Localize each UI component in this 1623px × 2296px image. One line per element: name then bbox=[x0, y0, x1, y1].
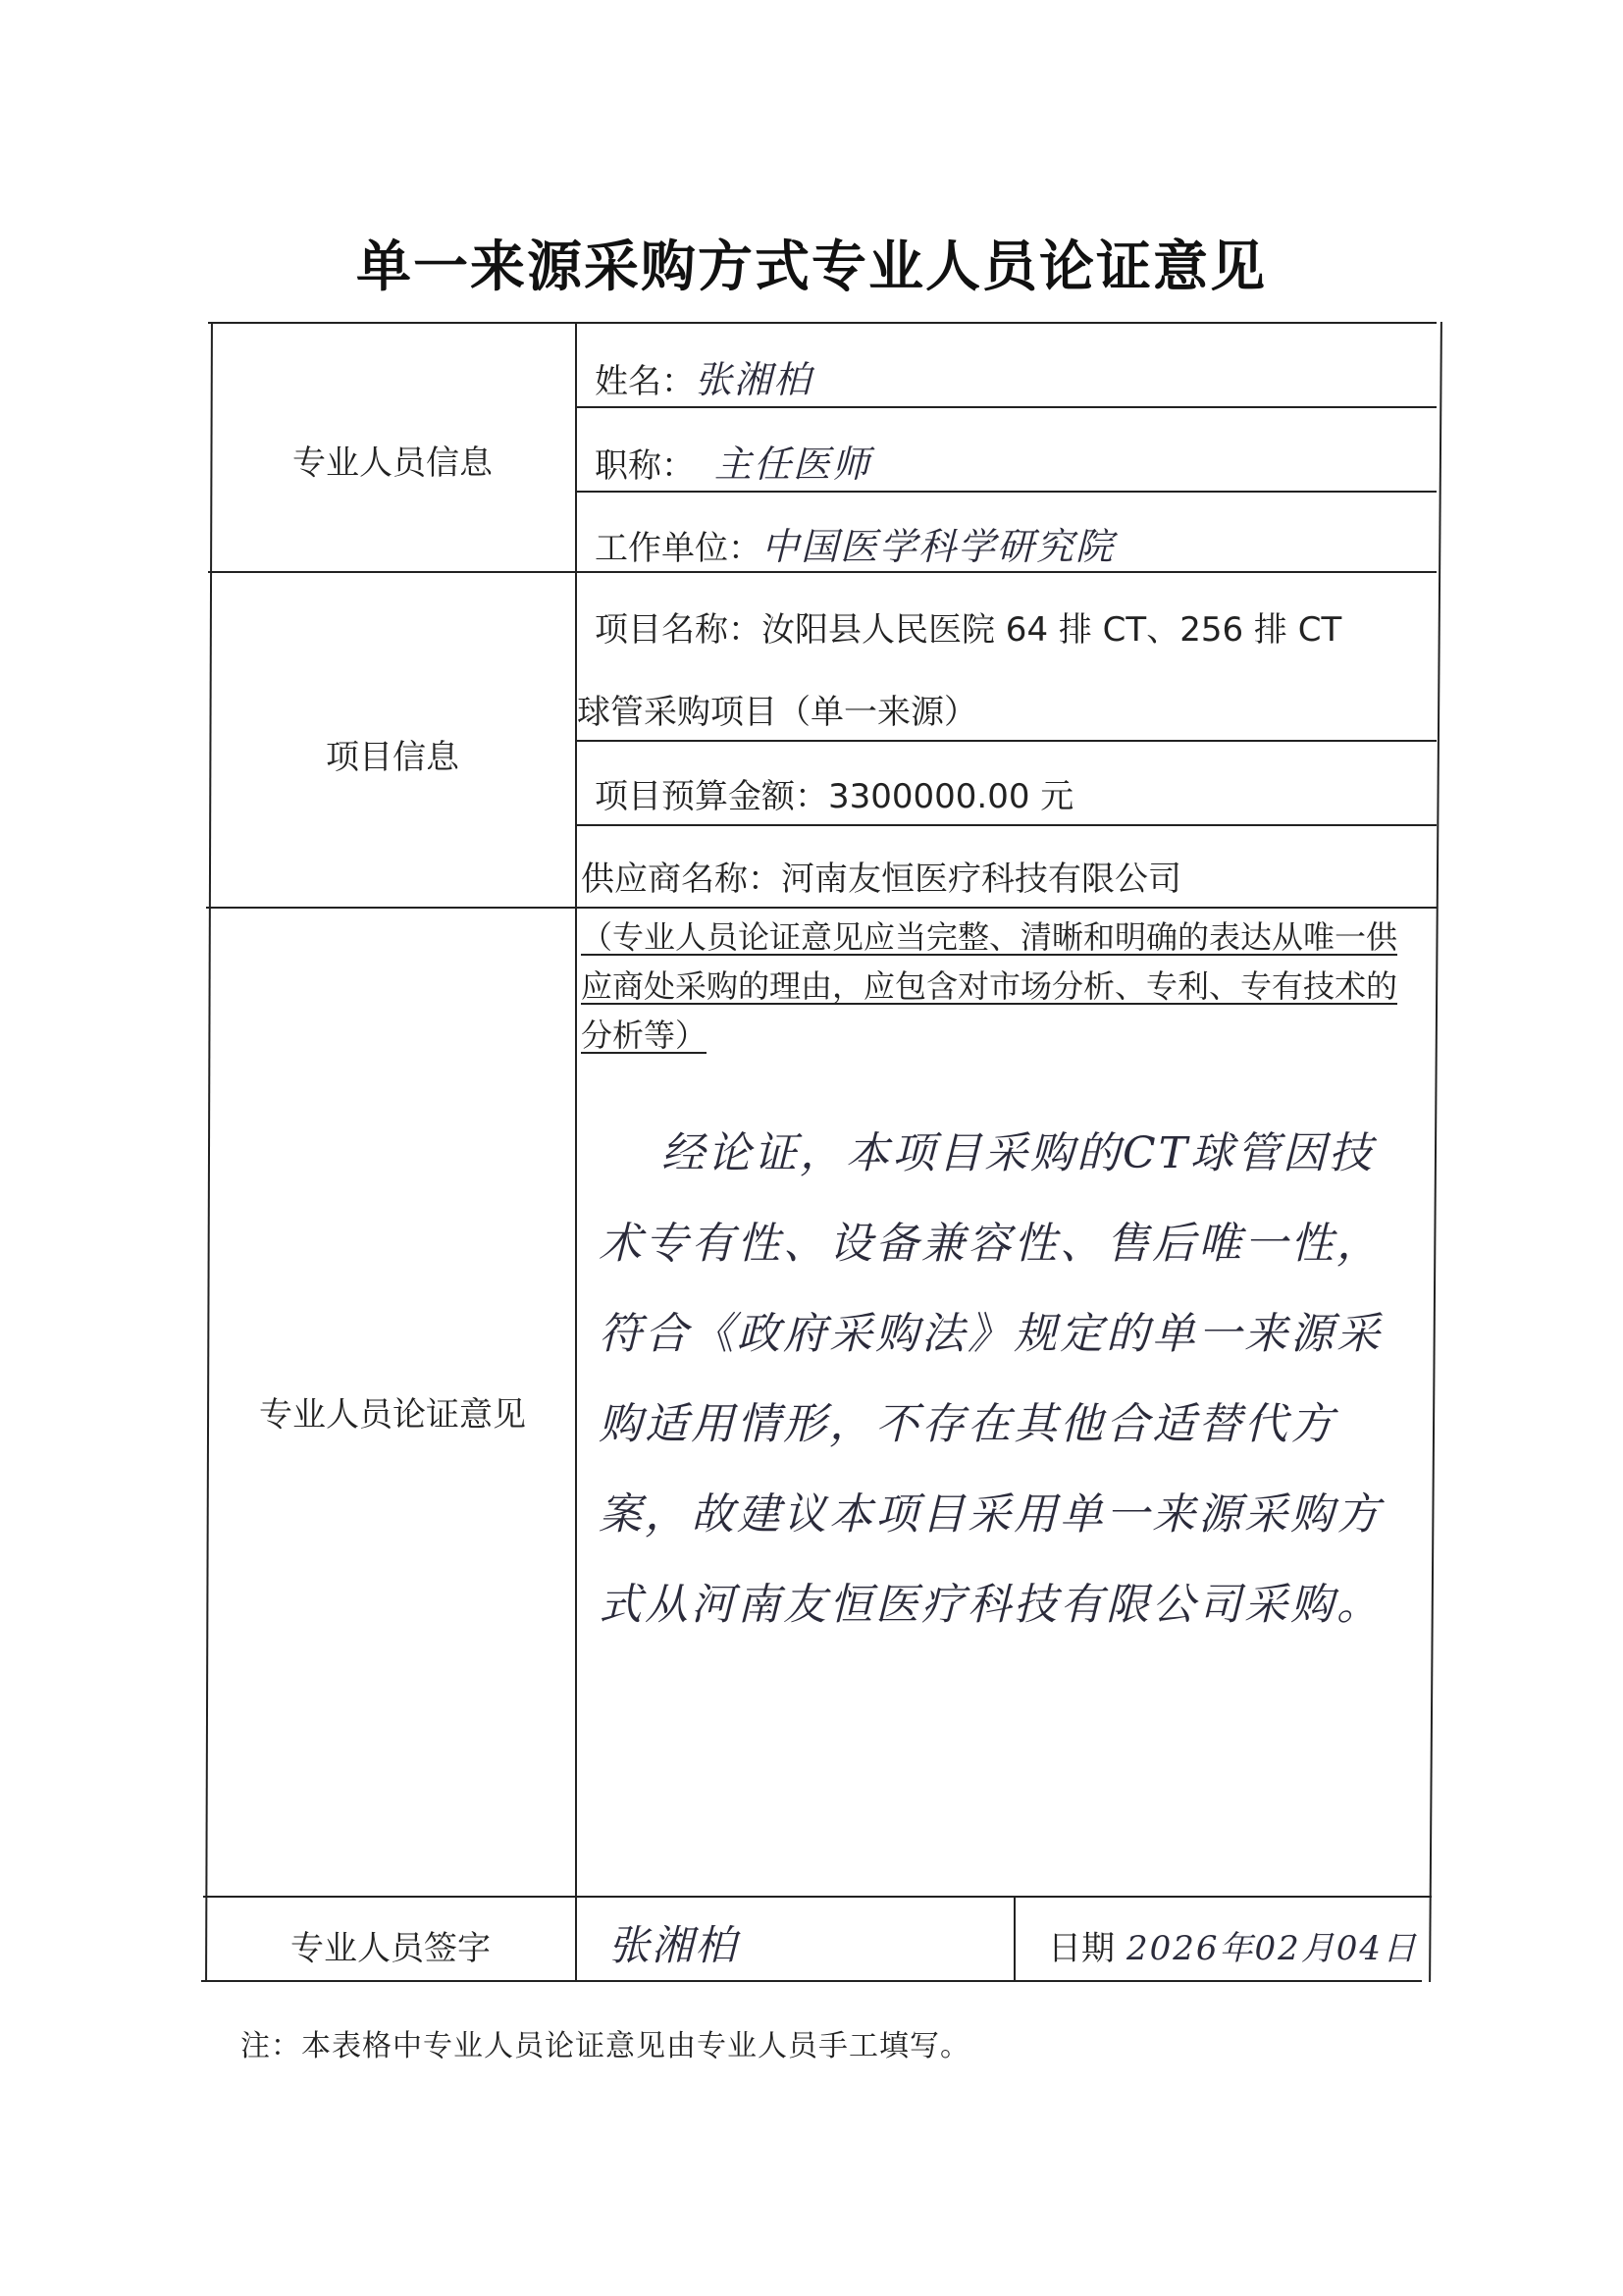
supplier-name: 供应商名称：河南友恒医疗科技有限公司 bbox=[581, 860, 1181, 899]
row-divider-budget bbox=[575, 824, 1437, 826]
employer-label: 工作单位： bbox=[595, 529, 761, 568]
section-label-expert-info: 专业人员信息 bbox=[292, 444, 493, 483]
employer-value: 中国医学科学研究院 bbox=[761, 525, 1116, 568]
row-divider-name bbox=[575, 406, 1437, 408]
section-divider-1 bbox=[208, 571, 1437, 573]
table-border-bottom bbox=[201, 1980, 1422, 1982]
date-label: 日期 bbox=[1048, 1929, 1115, 1968]
project-budget: 项目预算金额：3300000.00 元 bbox=[595, 777, 1074, 816]
signature-value: 张湘柏 bbox=[608, 1921, 739, 1969]
position-row bbox=[595, 434, 871, 488]
row-divider-project-name bbox=[575, 740, 1437, 742]
name-label: 姓名： bbox=[595, 362, 695, 401]
position-value: 主任医师 bbox=[714, 443, 872, 486]
footer-note: 注：本表格中专业人员论证意见由专业人员手工填写。 bbox=[240, 2029, 970, 2063]
name-value: 张湘柏 bbox=[695, 358, 813, 401]
handwritten-opinion: 经论证，本项目采购的CT球管因技术专有性、设备兼容性、售后唯一性，符合《政府采购法》规定的单一来源采购适用情形，不存在其他合适替代方案，故建议本项目采用单一来源采购方式从河南友恒医疗科技有限公司采购。 bbox=[599, 1128, 1383, 1630]
section-divider-3 bbox=[203, 1896, 1432, 1898]
position-label: 职称： bbox=[595, 446, 695, 486]
table-border-top bbox=[208, 322, 1437, 324]
project-name-continued: 球管采购项目（单一来源） bbox=[577, 693, 977, 732]
signature-date-divider bbox=[1014, 1896, 1016, 1980]
date-value: 2026年02月04日 bbox=[1126, 1929, 1419, 1968]
employer-row bbox=[595, 516, 1115, 570]
row-divider-position bbox=[575, 491, 1437, 493]
section-label-opinion: 专业人员论证意见 bbox=[259, 1395, 526, 1435]
project-name: 项目名称：汝阳县人民医院 64 排 CT、256 排 CT bbox=[595, 610, 1342, 650]
section-label-project-info: 项目信息 bbox=[326, 738, 459, 777]
page-title: 单一来源采购方式专业人员论证意见 bbox=[356, 235, 1267, 299]
section-label-signature: 专业人员签字 bbox=[290, 1929, 491, 1968]
opinion-instruction: （专业人员论证意见应当完整、清晰和明确的表达从唯一供应商处采购的理由，应包含对市场分析、专利、专有技术的分析等） bbox=[581, 918, 1398, 1054]
name-row bbox=[595, 349, 812, 403]
date-row bbox=[1048, 1921, 1418, 1969]
section-divider-2 bbox=[206, 907, 1437, 909]
